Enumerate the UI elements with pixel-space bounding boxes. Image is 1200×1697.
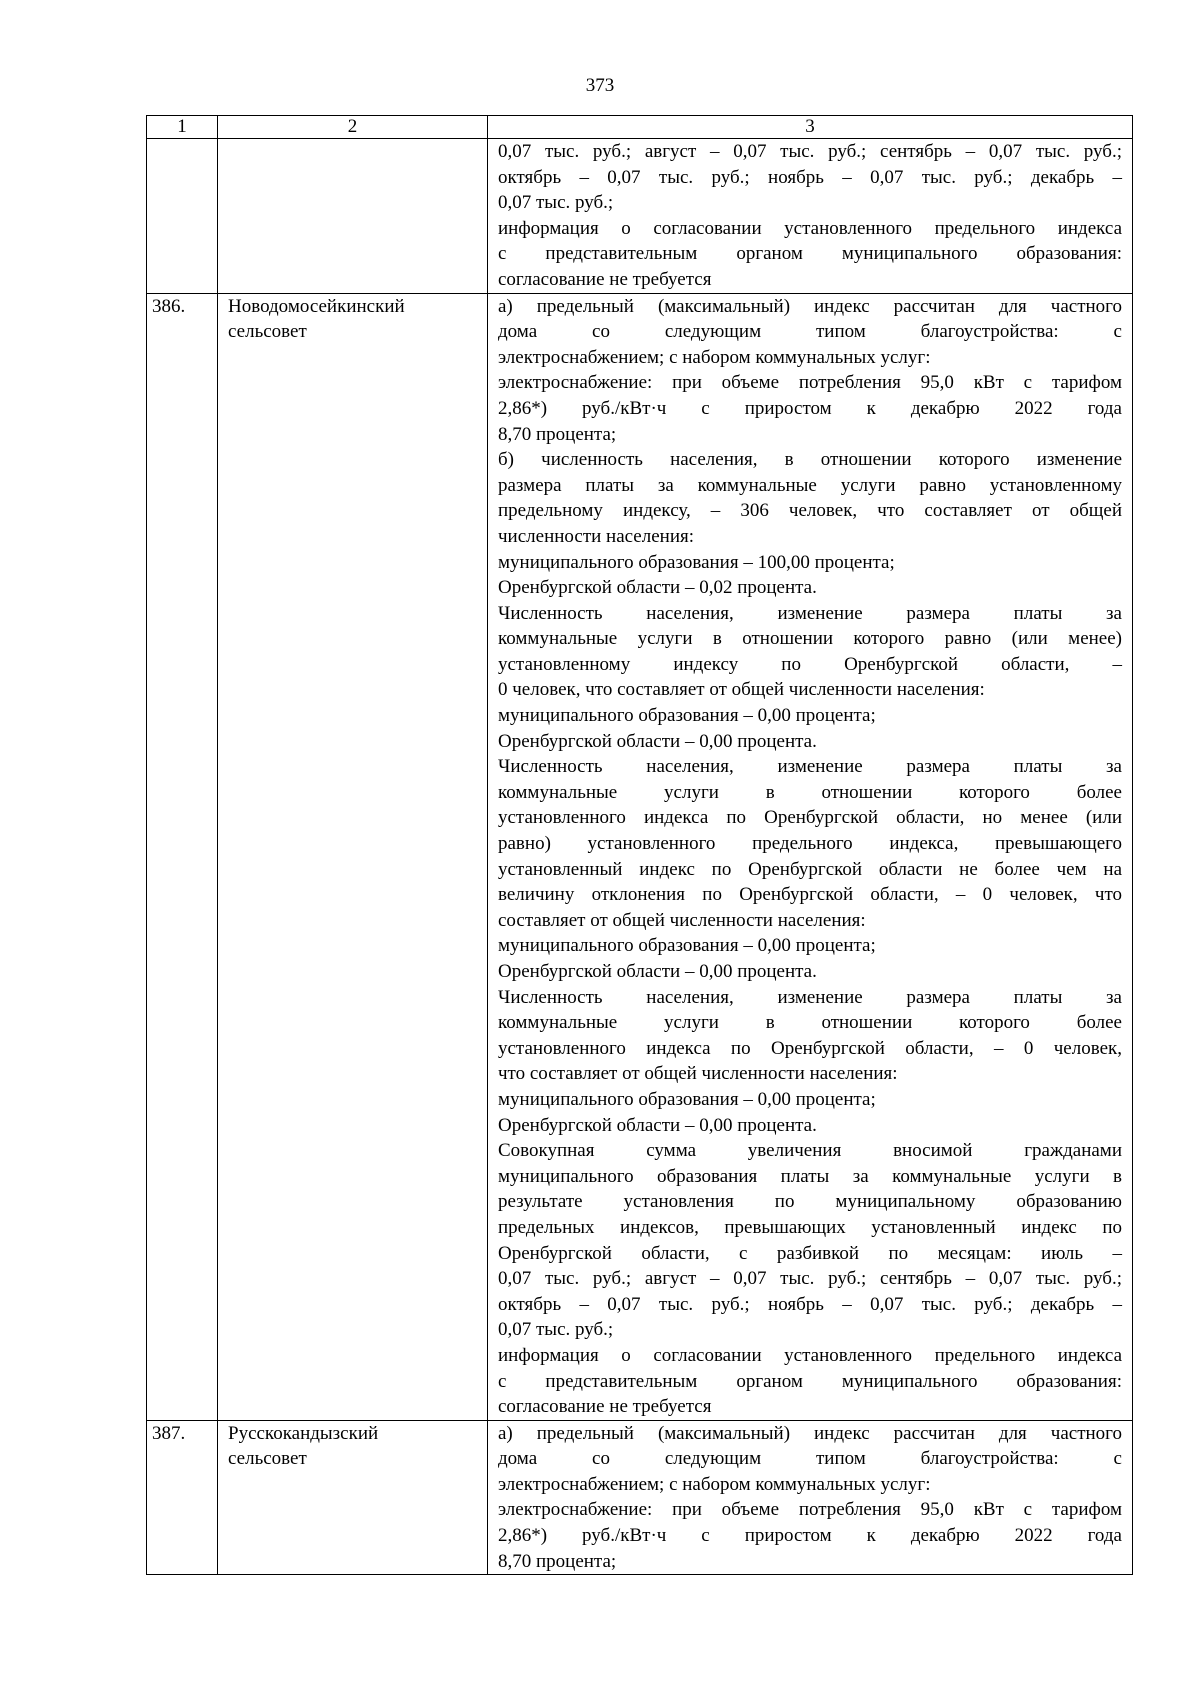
description-line: коммунальные услуги в отношении которого более (498, 1012, 1122, 1034)
description-line: б) численность населения, в отношении которого изменение (498, 449, 1122, 471)
description-line: равно) установленного предельного индекса, превышающего (498, 833, 1122, 855)
municipality-name-line: сельсовет (228, 321, 307, 343)
table-row (147, 139, 1133, 294)
description-line: коммунальные услуги в отношении которого более (498, 781, 1122, 803)
municipality-name-line: Русскокандызский (228, 1422, 379, 1444)
description-line: муниципального образования – 0,00 процента; (498, 1088, 876, 1110)
description-line: установленного индекса по Оренбургской области, но менее (или (498, 807, 1122, 829)
description-cell (488, 1420, 1133, 1575)
description-cell (488, 139, 1133, 294)
description-line: муниципального образования – 0,00 процента; (498, 705, 876, 727)
description-line: коммунальные услуги в отношении которого равно (или менее) (498, 628, 1122, 650)
row-number-cell: 386. (147, 293, 218, 1420)
description-line: с представительным органом муниципального образования: (498, 1370, 1122, 1392)
description-line: предельному индексу, – 306 человек, что составляет от общей (498, 500, 1122, 522)
description-line: 0,07 тыс. руб.; август – 0,07 тыс. руб.; сентябрь – 0,07 тыс. руб.; (498, 1268, 1122, 1290)
description-line: Оренбургской области – 0,02 процента. (498, 577, 817, 599)
municipality-name-cell (218, 1420, 488, 1575)
description-line: 0,07 тыс. руб.; (498, 192, 614, 214)
description-line: установленный индекс по Оренбургской области не более чем на (498, 858, 1122, 880)
description-line: 0 человек, что составляет от общей численности населения: (498, 679, 985, 701)
description-line: 2,86*) руб./кВт·ч с приростом к декабрю 2022 года (498, 1525, 1122, 1547)
municipality-name-line: Новодомосейкинский (228, 295, 405, 317)
description-line: Оренбургской области – 0,00 процента. (498, 730, 817, 752)
table-row (147, 1420, 1133, 1575)
description-line: муниципального образования – 100,00 процента; (498, 551, 895, 573)
description-line: составляет от общей численности населения: (498, 909, 866, 931)
row-number-cell: 387. (147, 1420, 218, 1575)
description-line: 2,86*) руб./кВт·ч с приростом к декабрю 2022 года (498, 397, 1122, 419)
description-line: предельных индексов, превышающих установленный индекс по (498, 1216, 1122, 1238)
data-table (146, 115, 1133, 1575)
description-line: согласование не требуется (498, 268, 712, 290)
description-line: установленного индекса по Оренбургской области, – 0 человек, (498, 1037, 1122, 1059)
table-header-row (147, 116, 1133, 139)
description-line: информация о согласовании установленного предельного индекса (498, 217, 1122, 239)
description-line: величину отклонения по Оренбургской области, – 0 человек, что (498, 884, 1122, 906)
description-line: Численность населения, изменение размера платы за (498, 602, 1122, 624)
description-line: что составляет от общей численности населения: (498, 1063, 898, 1085)
description-line: Численность населения, изменение размера платы за (498, 986, 1122, 1008)
description-line: октябрь – 0,07 тыс. руб.; ноябрь – 0,07 тыс. руб.; декабрь – (498, 1293, 1122, 1315)
description-line: муниципального образования – 0,00 процента; (498, 935, 876, 957)
row-number-cell (147, 139, 218, 294)
description-line: информация о согласовании установленного предельного индекса (498, 1344, 1122, 1366)
description-line: электроснабжением; с набором коммунальных услуг: (498, 1473, 931, 1495)
description-line: численности населения: (498, 525, 695, 547)
description-line: размера платы за коммунальные услуги равно установленному (498, 474, 1122, 496)
description-line: 0,07 тыс. руб.; август – 0,07 тыс. руб.; сентябрь – 0,07 тыс. руб.; (498, 141, 1122, 162)
description-line: 8,70 процента; (498, 423, 617, 445)
description-cell (488, 293, 1133, 1420)
description-line: Совокупная сумма увеличения вносимой гражданами (498, 1140, 1122, 1162)
description-line: 8,70 процента; (498, 1550, 617, 1572)
description-line: электроснабжение: при объеме потребления 95,0 кВт с тарифом (498, 1499, 1122, 1521)
description-line: дома со следующим типом благоустройства: с (498, 1448, 1122, 1470)
description-line: муниципального образования платы за коммунальные услуги в (498, 1165, 1122, 1187)
description-line: Численность населения, изменение размера платы за (498, 756, 1122, 778)
header-cell-1: 1 (147, 116, 218, 139)
description-line: согласование не требуется (498, 1396, 712, 1418)
municipality-name-line: сельсовет (228, 1448, 307, 1470)
description-line: Оренбургской области, с разбивкой по месяцам: июль – (498, 1242, 1122, 1264)
description-line: Оренбургской области – 0,00 процента. (498, 1114, 817, 1136)
description-line: Оренбургской области – 0,00 процента. (498, 961, 817, 982)
description-line: с представительным органом муниципального образования: (498, 243, 1122, 265)
description-line: дома со следующим типом благоустройства: с (498, 321, 1122, 343)
description-line: результате установления по муниципальному образованию (498, 1191, 1122, 1213)
description-line: 0,07 тыс. руб.; (498, 1319, 614, 1341)
description-line: а) предельный (максимальный) индекс рассчитан для частного (498, 295, 1122, 317)
page-number: 373 (585, 75, 615, 96)
description-line: электроснабжением; с набором коммунальных услуг: (498, 346, 931, 368)
description-line: электроснабжение: при объеме потребления 95,0 кВт с тарифом (498, 372, 1122, 394)
table-row (147, 293, 1133, 1420)
description-line: установленному индексу по Оренбургской области, – (498, 653, 1122, 675)
municipality-name-cell (218, 293, 488, 1420)
header-cell-3: 3 (488, 116, 1133, 139)
header-cell-2: 2 (218, 116, 488, 139)
description-line: октябрь – 0,07 тыс. руб.; ноябрь – 0,07 тыс. руб.; декабрь – (498, 166, 1122, 188)
description-line: а) предельный (максимальный) индекс рассчитан для частного (498, 1422, 1122, 1444)
municipality-name-cell (218, 139, 488, 294)
